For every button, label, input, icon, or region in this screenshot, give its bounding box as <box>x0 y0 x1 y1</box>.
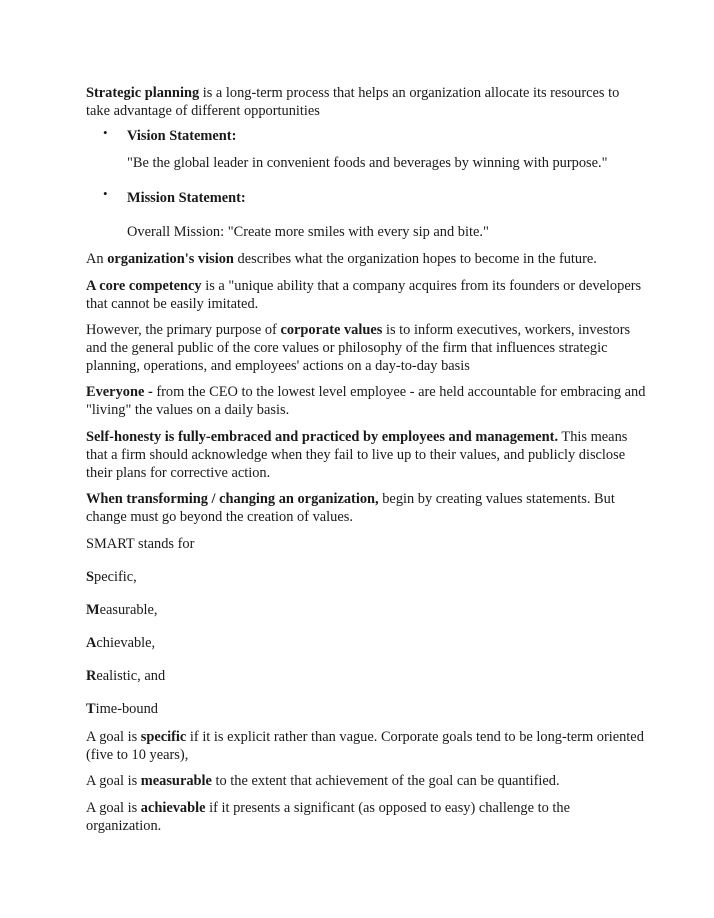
smart-word: ime-bound <box>95 701 158 717</box>
paragraph-lead: An <box>86 251 108 267</box>
mission-text: Overall Mission: "Create more smiles with every sip and bite." <box>127 224 489 240</box>
smart-intro: SMART stands for <box>86 536 195 552</box>
smart-letter: A <box>86 635 97 651</box>
smart-item-measurable <box>86 601 646 619</box>
bullet-icon: • <box>103 186 108 201</box>
paragraph-self-honesty <box>86 428 646 482</box>
bullet-icon: • <box>103 125 108 140</box>
paragraph-text: is to inform executives, workers, investors and the general public of the core values or philosophy of the firm that influences strategic planning, operations, and employees' actions on a day-to-day basis <box>86 322 631 374</box>
smart-word: ealistic, and <box>96 668 166 684</box>
smart-item-time-bound <box>86 700 646 718</box>
paragraph-lead: A goal is <box>86 800 141 816</box>
mission-label <box>127 189 687 207</box>
term-achievable: achievable <box>140 800 206 816</box>
smart-word: chievable, <box>96 635 156 651</box>
smart-letter: R <box>86 668 97 684</box>
paragraph-text: begin by creating values statements. But change must go beyond the creation of values. <box>86 491 615 525</box>
term-transforming: When transforming / changing an organization, <box>86 491 379 507</box>
vision-label <box>127 127 687 145</box>
paragraph-text: from the CEO to the lowest level employee - are held accountable for embracing and "living" the values on a daily basis. <box>86 384 646 418</box>
paragraph-vision <box>86 250 646 268</box>
smart-item-specific <box>86 568 646 586</box>
paragraph-everyone <box>86 383 646 419</box>
vision-text: "Be the global leader in convenient foods and beverages by winning with purpose." <box>127 155 608 171</box>
paragraph-lead: However, the primary purpose of <box>86 322 281 338</box>
smart-letter: S <box>86 569 95 585</box>
paragraph-core-competency <box>86 277 646 313</box>
paragraph-text: This means that a firm should acknowledge when they fail to live up to their values, and publicly disclose their plans for corrective action. <box>86 429 628 481</box>
paragraph-text: describes what the organization hopes to become in the future. <box>233 251 597 267</box>
paragraph-lead: A goal is <box>86 773 141 789</box>
paragraph-text: is a long-term process that helps an organization allocate its resources to take advantage of different opportunities <box>86 85 620 119</box>
term-vision: organization's vision <box>107 251 234 267</box>
paragraph-goal-measurable <box>86 772 646 790</box>
paragraph-goal-achievable <box>86 799 646 835</box>
paragraph-corporate-values <box>86 321 646 375</box>
term-specific: specific <box>140 729 187 745</box>
paragraph-text: if it is explicit rather than vague. Corporate goals tend to be long-term oriented (five to 10 years), <box>86 729 644 763</box>
paragraph-strategic-planning <box>86 84 646 120</box>
paragraph-text: if it presents a significant (as opposed to easy) challenge to the organization. <box>86 800 570 834</box>
term-measurable: measurable <box>140 773 212 789</box>
paragraph-transforming <box>86 490 646 526</box>
term-everyone: Everyone - <box>86 384 153 400</box>
mission-label-text: Mission Statement: <box>127 190 246 206</box>
smart-item-achievable <box>86 634 646 652</box>
term-corporate-values: corporate values <box>280 322 383 338</box>
term-core-competency: A core competency <box>86 278 202 294</box>
smart-word: pecific, <box>94 569 137 585</box>
vision-label-text: Vision Statement: <box>127 128 237 144</box>
smart-letter: T <box>86 701 96 717</box>
smart-item-realistic <box>86 667 646 685</box>
paragraph-lead: A goal is <box>86 729 141 745</box>
paragraph-goal-specific <box>86 728 646 764</box>
smart-letter: M <box>86 602 100 618</box>
term-strategic-planning: Strategic planning <box>86 85 200 101</box>
term-self-honesty: Self-honesty is fully-embraced and practiced by employees and management. <box>86 429 559 445</box>
paragraph-text: is a "unique ability that a company acquires from its founders or developers that cannot be easily imitated. <box>86 278 642 312</box>
paragraph-text: to the extent that achievement of the goal can be quantified. <box>211 773 560 789</box>
smart-word: easurable, <box>99 602 158 618</box>
